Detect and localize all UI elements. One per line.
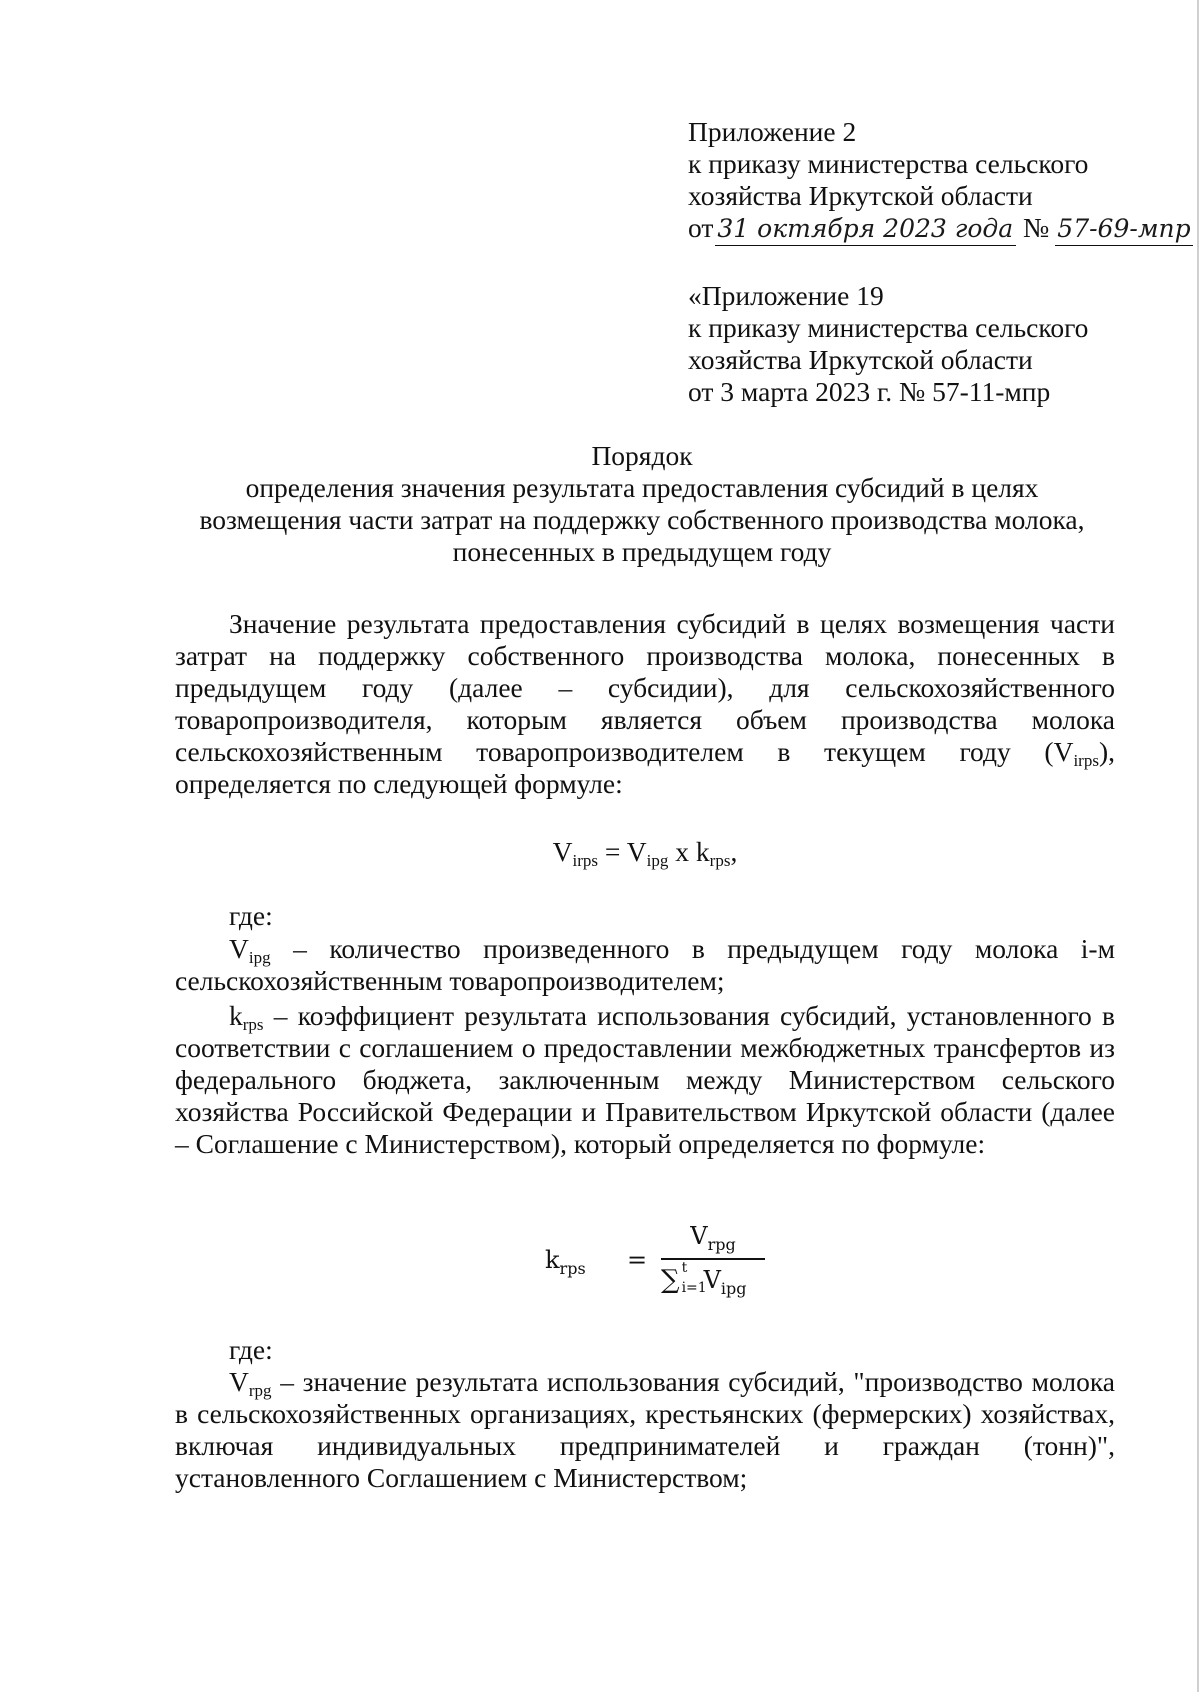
appendix-line-1: «Приложение 19 bbox=[688, 280, 884, 311]
title-line-2: возмещения части затрат на поддержку собственного производства молока, bbox=[199, 504, 1085, 535]
handwritten-date: 31 октября 2023 года bbox=[715, 213, 1016, 246]
appendix-line-3: хозяйства Иркутской области bbox=[688, 344, 1033, 375]
formula-virps bbox=[175, 836, 1115, 868]
header-date-line bbox=[688, 212, 1191, 246]
where-label-1: где: bbox=[229, 900, 273, 931]
vipg-var: V bbox=[229, 933, 249, 964]
f1-end: , bbox=[730, 836, 738, 867]
appendix-line-2: к приказу министерства сельского bbox=[688, 312, 1089, 343]
f1-lhs-sub: irps bbox=[572, 851, 599, 870]
f2-denominator bbox=[661, 1260, 769, 1298]
title-line-1: определения значения результата предоставления субсидий в целях bbox=[245, 472, 1039, 503]
f2-num-sub: rpg bbox=[707, 1235, 736, 1254]
formula-krps bbox=[545, 1222, 765, 1302]
vrpg-text: – значение результата использования субсидий, "производство молока в сельскохозяйственных организациях, крестьянских (фермерских) хозяйствах, включая индивидуальных предпринимателей и граждан (тонн)", установленного Соглашением с Министерством; bbox=[175, 1366, 1115, 1493]
header-appendix-2 bbox=[688, 116, 1191, 246]
f2-den-var: V bbox=[703, 1266, 721, 1294]
sum-limits bbox=[680, 1260, 707, 1296]
f2-lhs-var: k bbox=[545, 1246, 560, 1274]
definition-vipg bbox=[175, 933, 1115, 997]
fraction-bar bbox=[661, 1258, 765, 1260]
header-line-2: к приказу министерства сельского bbox=[688, 148, 1089, 179]
f2-den-sub: ipg bbox=[720, 1279, 747, 1298]
f1-eq: = V bbox=[598, 836, 647, 867]
f2-lhs-sub: rps bbox=[559, 1259, 586, 1278]
appendix-line-4: от 3 марта 2023 г. № 57-11-мпр bbox=[688, 376, 1051, 407]
scan-edge-line bbox=[1197, 0, 1199, 1692]
handwritten-number: 57-69-мпр bbox=[1055, 213, 1192, 246]
definition-vrpg bbox=[175, 1366, 1115, 1494]
vrpg-sub: rpg bbox=[248, 1381, 272, 1400]
f1-lhs: V bbox=[552, 836, 573, 867]
f1-rhs-sub: rps bbox=[709, 851, 731, 870]
f1-mid-sub: ipg bbox=[646, 851, 669, 870]
krps-sub: rps bbox=[242, 1015, 264, 1034]
number-sign: № bbox=[1023, 212, 1050, 243]
sum-symbol: ∑ bbox=[661, 1265, 680, 1295]
date-prefix: от bbox=[688, 212, 714, 243]
header-line-1: Приложение 2 bbox=[688, 116, 857, 147]
definition-krps bbox=[175, 1000, 1115, 1160]
f2-numerator bbox=[663, 1222, 763, 1254]
title-heading: Порядок bbox=[591, 440, 693, 471]
f2-lhs bbox=[545, 1246, 586, 1278]
title-line-3: понесенных в предыдущем году bbox=[452, 536, 832, 567]
krps-text: – коэффициент результата использования субсидий, установленного в соответствии с соглашением о предоставлении межбюджетных трансфертов из федерального бюджета, заключенным между Министерством сельского хозяйства Российской Федерации и Правительством Иркутской области (далее – Соглашение с Министерством), который определяется по формуле: bbox=[175, 1000, 1115, 1159]
sum-upper: t bbox=[681, 1260, 688, 1276]
where-label-2: где: bbox=[229, 1334, 273, 1365]
appendix-19-block bbox=[688, 280, 1128, 408]
document-title bbox=[160, 440, 1124, 568]
f1-op: x k bbox=[668, 836, 710, 867]
paragraph-intro bbox=[175, 608, 1115, 800]
krps-var: k bbox=[229, 1000, 243, 1031]
header-line-3: хозяйства Иркутской области bbox=[688, 180, 1033, 211]
intro-text: Значение результата предоставления субсидий в целях возмещения части затрат на поддержку собственного производства молока, понесенных в предыдущем году (далее – субсидии), для сельскохозяйственного товаропроизводителя, которым является объем производства молока сельскохозяйственным товаропроизводителем в текущем году (V bbox=[175, 608, 1115, 767]
f2-num-var: V bbox=[690, 1222, 708, 1250]
vrpg-var: V bbox=[229, 1366, 249, 1397]
sum-lower: i=1 bbox=[681, 1280, 707, 1296]
f2-equals: = bbox=[627, 1246, 648, 1274]
intro-end: ), определяется по следующей формуле: bbox=[175, 736, 1115, 799]
vipg-sub: ipg bbox=[248, 948, 271, 967]
intro-subscript: irps bbox=[1073, 751, 1099, 770]
vipg-text: – количество произведенного в предыдущем году молока i-м сельскохозяйственным товаропроизводителем; bbox=[175, 933, 1115, 996]
